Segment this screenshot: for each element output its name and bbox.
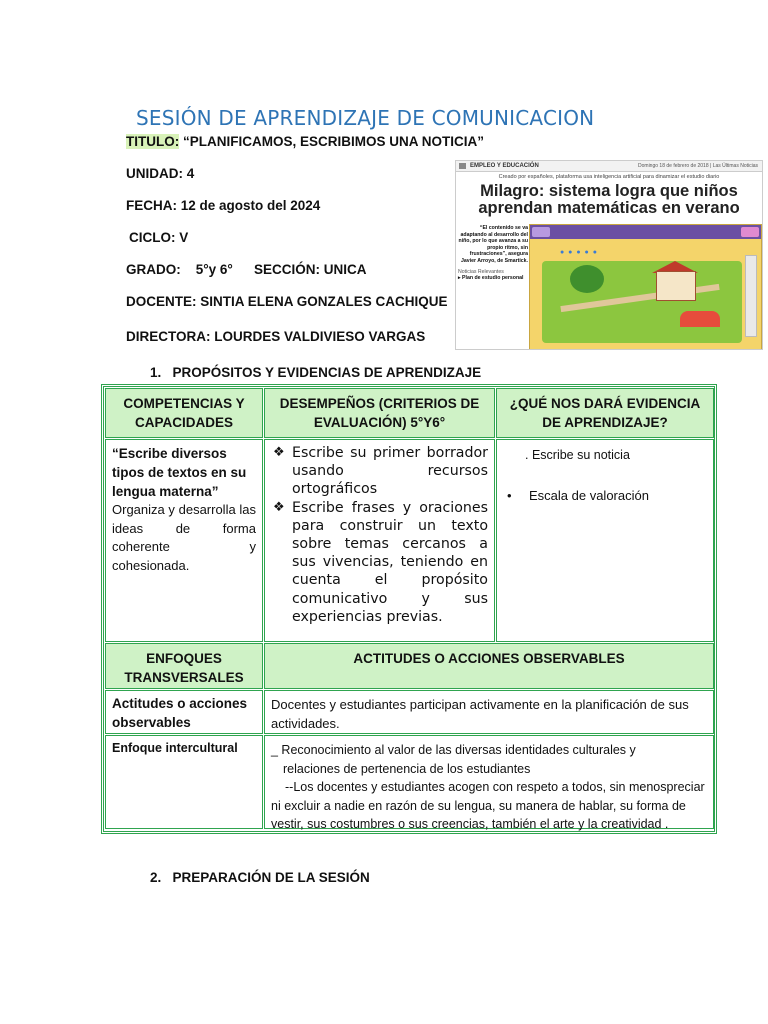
docente: DOCENTE: SINTIA ELENA GONZALES CACHIQUE: [126, 294, 448, 309]
news-small-item: ▸ Plan de estudio personal: [458, 275, 524, 282]
news-headline: [456, 183, 762, 217]
header-desempenos: DESEMPEÑOS (CRITERIOS DE EVALUACIÓN) 5°Y6°: [264, 388, 495, 438]
diamond-bullet-icon: ❖: [273, 445, 285, 460]
evidencia-2: Escala de valoración: [529, 487, 649, 503]
evidencia-cell: [496, 439, 714, 642]
row-actitudes-text-cell: [264, 690, 714, 734]
news-left-column: [458, 225, 528, 282]
progress-dots-icon: ● ● ● ● ●: [560, 249, 598, 256]
fecha: FECHA: 12 de agosto del 2024: [126, 198, 321, 213]
grado: GRADO: 5°y 6°: [126, 262, 233, 277]
titulo-value: “PLANIFICAMOS, ESCRIBIMOS UNA NOTICIA”: [179, 134, 485, 149]
header-enfoques: ENFOQUES TRANSVERSALES: [105, 643, 263, 689]
house-icon: [656, 271, 696, 301]
row-intercultural-line3: --Los docentes y estudiantes acogen con respeto a todos, sin menospreciar ni excluir a nadie en razón de su lengua, su manera de hablar, su forma de vestir, sus costumbres o sus creencias, también el arte y la creatividad .: [271, 780, 705, 831]
competencia-cell: [105, 439, 263, 642]
directora: DIRECTORA: LOURDES VALDIVIESO VARGAS: [126, 329, 426, 344]
news-section: EMPLEO Y EDUCACIÓN: [470, 163, 539, 169]
competencia-body: Organiza y desarrolla las ideas de forma coherente y cohesionada.: [112, 502, 256, 573]
news-small-label: Noticias Relevantes: [458, 268, 504, 275]
ciclo: CICLO: V: [129, 230, 189, 245]
header-actitudes: ACTITUDES O ACCIONES OBSERVABLES: [264, 643, 714, 689]
bullet-icon: •: [507, 487, 512, 503]
tent-icon: [680, 311, 720, 327]
desempeno-item: [270, 444, 488, 499]
news-date-source: Domingo 18 de febrero de 2018 | Las Últimas Noticias: [638, 163, 758, 169]
tree-icon: [570, 265, 604, 293]
desempeno-text: Escribe su primer borrador usando recursos ortográficos: [292, 445, 488, 498]
desempenos-list: [270, 444, 488, 626]
desempeno-item: [270, 499, 488, 626]
competencia-title: “Escribe diversos tipos de textos en su lengua materna”: [112, 446, 247, 499]
seccion: SECCIÓN: UNICA: [254, 262, 367, 277]
desempenos-cell: [264, 439, 495, 642]
row-intercultural-line1: _ Reconocimiento al valor de las diversas identidades culturales y: [271, 743, 636, 757]
header-evidencia: ¿QUÉ NOS DARÁ EVIDENCIA DE APRENDIZAJE?: [496, 388, 714, 438]
news-headline-line1: Milagro: sistema logra que niños: [480, 182, 738, 200]
news-clipping-image: [455, 160, 763, 350]
back-arrow-icon: [532, 227, 550, 237]
game-scrollbar: [745, 255, 757, 337]
section-marker-icon: [459, 163, 466, 169]
row-intercultural-text-cell: [264, 735, 714, 829]
news-subtitle: Creado por españoles, plataforma usa inteligencia artificial para dinamizar el estudio diario: [498, 174, 720, 180]
row-actitudes-label: Actitudes o acciones observables: [112, 696, 248, 730]
game-toolbar: [530, 225, 761, 239]
row-actitudes-label-cell: [105, 690, 263, 734]
titulo-label: TITULO:: [126, 134, 180, 149]
row-actitudes-text: Docentes y estudiantes participan activamente en la planificación de sus actividades.: [271, 697, 689, 731]
unidad: UNIDAD: 4: [126, 166, 195, 181]
page-title: SESIÓN DE APRENDIZAJE DE COMUNICACION: [136, 106, 595, 130]
learning-table: [101, 384, 717, 834]
diamond-bullet-icon: ❖: [273, 499, 285, 515]
evidencia-1: . Escribe su noticia: [525, 448, 630, 462]
game-screenshot: [529, 224, 762, 350]
row-intercultural-line2: relaciones de pertenencia de los estudiantes: [283, 761, 531, 776]
exit-icon: [741, 227, 759, 237]
section-heading-1: 1. PROPÓSITOS Y EVIDENCIAS DE APRENDIZAJE: [150, 365, 482, 380]
header-competencias: COMPETENCIAS Y CAPACIDADES: [105, 388, 263, 438]
evidencia-2-item: [503, 487, 707, 506]
section-heading-2: 2. PREPARACIÓN DE LA SESIÓN: [150, 870, 370, 885]
row-intercultural-label-cell: [105, 735, 263, 829]
news-headline-line2: aprendan matemáticas en verano: [478, 199, 740, 217]
row-intercultural-label: Enfoque intercultural: [112, 741, 238, 755]
news-section-bar: [456, 161, 762, 172]
news-quote: “El contenido se va adaptando al desarrollo del niño, por lo que avanza a su propio ritmo, sin frustraciones”, asegura Javier Arroyo, de Smartick.: [458, 225, 528, 264]
desempeno-text: Escribe frases y oraciones para construir un texto sobre temas cercanos a sus vivencias, teniendo en cuenta el propósito comunicativo y sus experiencias previas.: [292, 499, 488, 625]
titulo-line: [126, 134, 484, 149]
